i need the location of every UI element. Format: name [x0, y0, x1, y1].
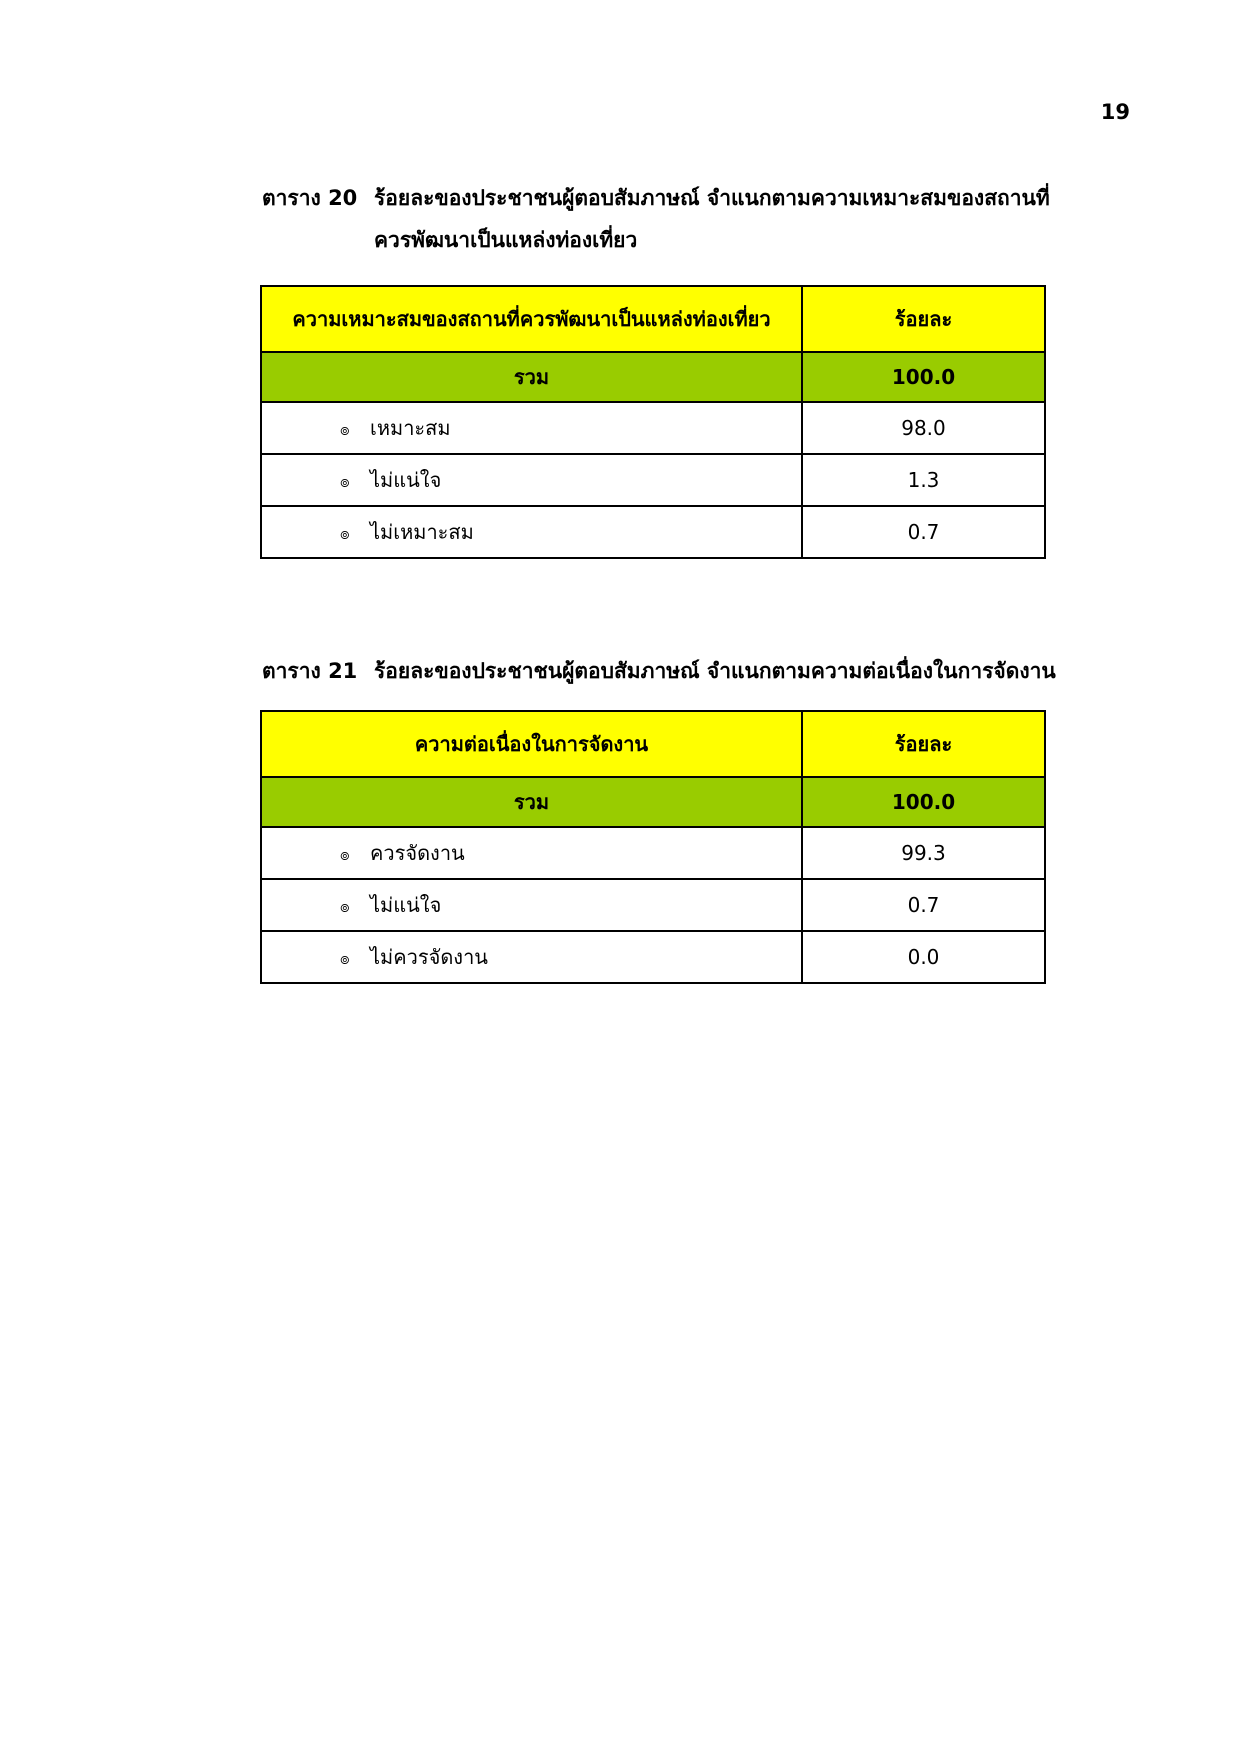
table-header-row — [261, 711, 1045, 777]
total-row — [261, 777, 1045, 827]
row-label: ควรจัดงาน — [370, 841, 465, 865]
table-row — [261, 454, 1045, 506]
bullet-icon: ๏ — [340, 949, 350, 968]
table-20-caption-title-continued: ควรพัฒนาเป็นแหล่งท่องเที่ยว — [374, 228, 638, 252]
row-label: ไม่แน่ใจ — [370, 893, 442, 917]
table-20-caption-label: ตาราง 20 — [262, 186, 358, 210]
page-number: 19 — [1100, 100, 1130, 124]
bullet-icon: ๏ — [340, 524, 350, 543]
row-value: 99.3 — [802, 827, 1045, 879]
header-continuity: ความต่อเนื่องในการจัดงาน — [261, 711, 802, 777]
row-value: 1.3 — [802, 454, 1045, 506]
table-20-caption-title: ร้อยละของประชาชนผู้ตอบสัมภาษณ์ จำแนกตามความเหมาะสมของสถานที่ — [374, 186, 1050, 210]
table-21-caption — [262, 650, 1056, 692]
total-label: รวม — [261, 777, 802, 827]
total-label: รวม — [261, 352, 802, 402]
table-row — [261, 827, 1045, 879]
bullet-icon: ๏ — [340, 897, 350, 916]
header-percent: ร้อยละ — [802, 711, 1045, 777]
bullet-icon: ๏ — [340, 845, 350, 864]
header-percent: ร้อยละ — [802, 286, 1045, 352]
row-label: ไม่ควรจัดงาน — [370, 945, 488, 969]
total-row — [261, 352, 1045, 402]
table-20-caption — [262, 177, 1050, 261]
row-label: ไม่แน่ใจ — [370, 468, 442, 492]
bullet-icon: ๏ — [340, 420, 350, 439]
row-value: 0.0 — [802, 931, 1045, 983]
row-value: 98.0 — [802, 402, 1045, 454]
row-label: ไม่เหมาะสม — [370, 520, 474, 544]
row-label: เหมาะสม — [370, 416, 451, 440]
table-21-caption-label: ตาราง 21 — [262, 659, 358, 683]
total-value: 100.0 — [802, 352, 1045, 402]
table-row — [261, 879, 1045, 931]
table-row — [261, 931, 1045, 983]
table-row — [261, 506, 1045, 558]
bullet-icon: ๏ — [340, 472, 350, 491]
table-21 — [260, 710, 1046, 984]
row-value: 0.7 — [802, 506, 1045, 558]
table-21-caption-title: ร้อยละของประชาชนผู้ตอบสัมภาษณ์ จำแนกตามความต่อเนื่องในการจัดงาน — [374, 659, 1056, 683]
header-suitability: ความเหมาะสมของสถานที่ควรพัฒนาเป็นแหล่งท่องเที่ยว — [261, 286, 802, 352]
total-value: 100.0 — [802, 777, 1045, 827]
table-20 — [260, 285, 1046, 559]
table-row — [261, 402, 1045, 454]
table-header-row — [261, 286, 1045, 352]
row-value: 0.7 — [802, 879, 1045, 931]
